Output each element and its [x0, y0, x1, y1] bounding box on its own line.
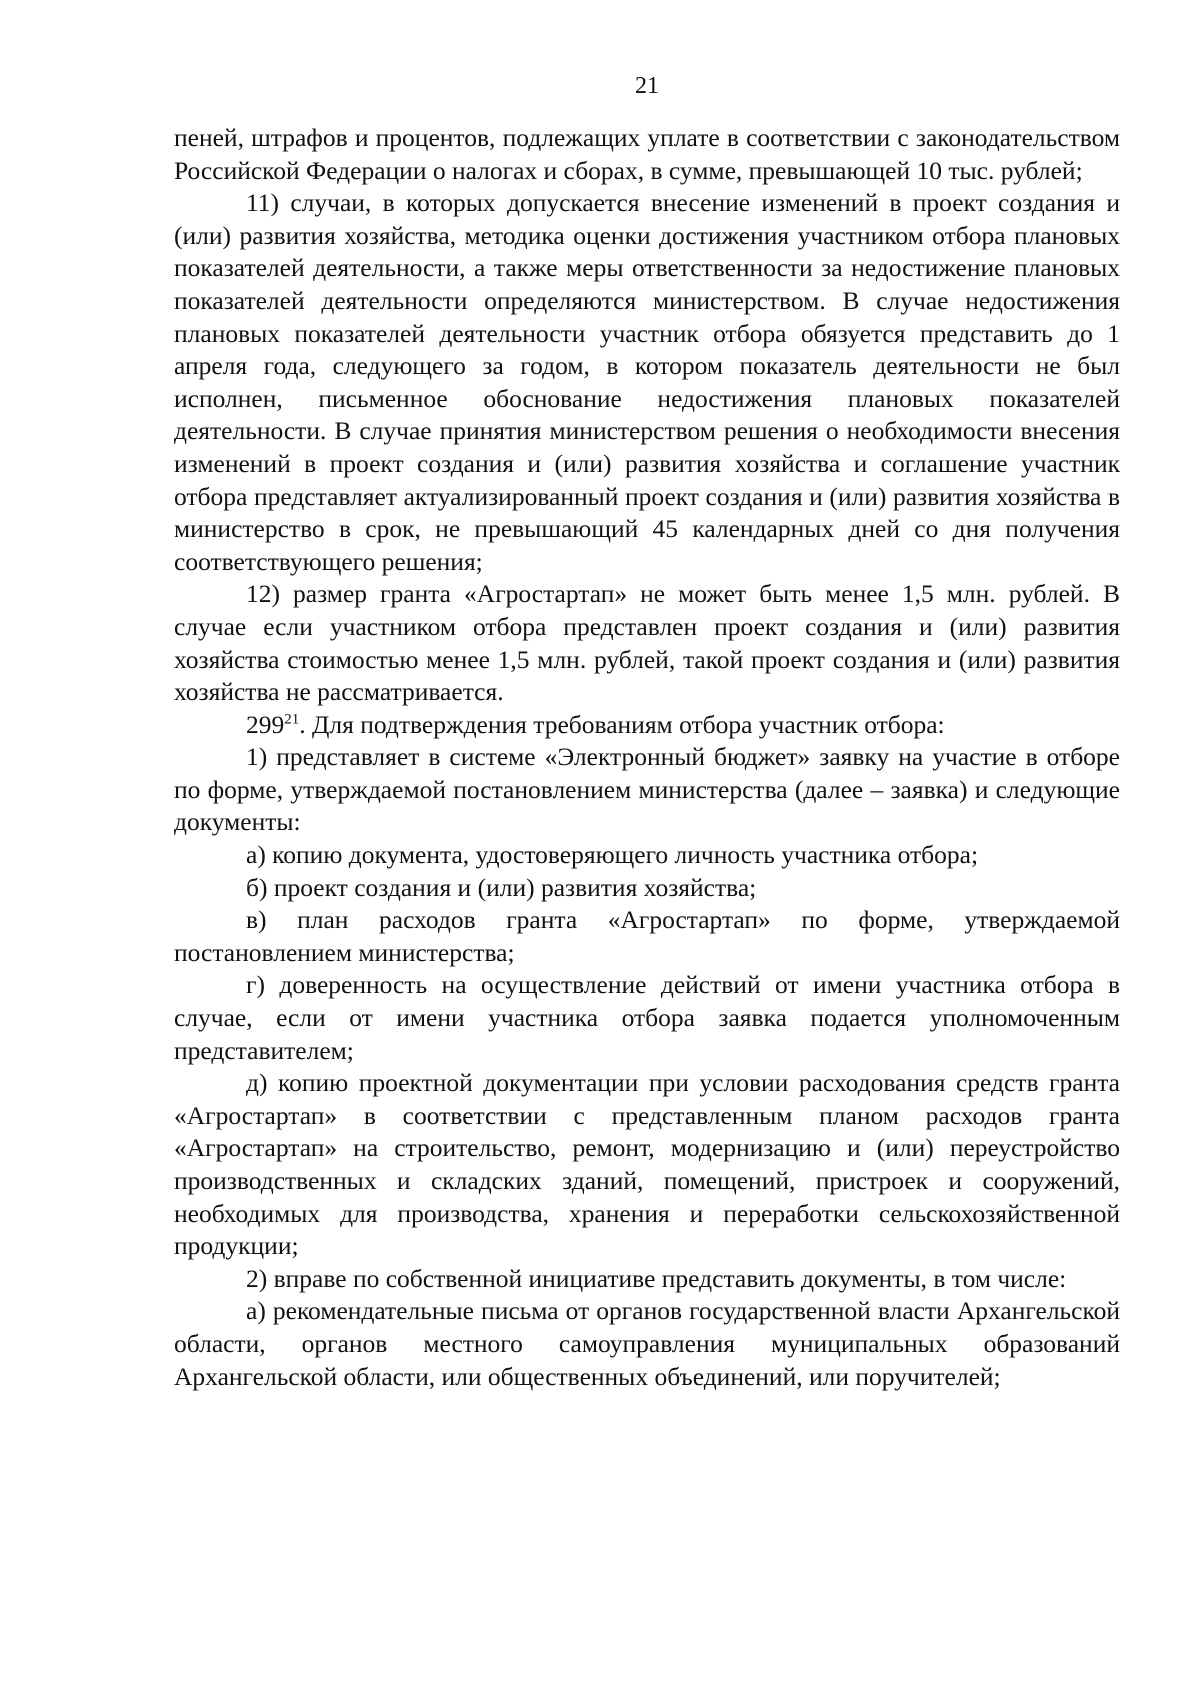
paragraph-subitem-1: 1) представляет в системе «Электронный бюджет» заявку на участие в отборе по форме, утверждаемой постановлением министерства (далее – заявка) и следующие документы: — [174, 742, 1120, 837]
paragraph-item-12: 12) размер гранта «Агростартап» не может быть менее 1,5 млн. рублей. В случае если участником отбора представлен проект создания и (или) развития хозяйства стоимостью менее 1,5 млн. рублей, такой проект создания и (или) развития хозяйства не рассматривается. — [174, 579, 1120, 707]
paragraph-subitem-1-d: д) копию проектной документации при условии расходования средств гранта «Агростартап» в соответствии с представленным планом расходов гранта «Агростартап» на строительство, ремонт, модернизацию и (или) переустройство производственных и складских зданий, помещений, пристроек и сооружений, необходимых для производства, хранения и переработки сельскохозяйственной продукции; — [174, 1068, 1120, 1261]
paragraph-subitem-1-b: б) проект создания и (или) развития хозяйства; — [246, 872, 757, 902]
page-number: 21 — [635, 73, 659, 99]
clause-number: 299 — [246, 709, 285, 739]
paragraph-continuation: пеней, штрафов и процентов, подлежащих уплате в соответствии с законодательством Российской Федерации о налогах и сборах, в сумме, превышающей 10 тыс. рублей; — [174, 123, 1120, 185]
paragraph-clause-299-21 — [174, 709, 1120, 742]
paragraph-subitem-1-v: в) план расходов гранта «Агростартап» по форме, утверждаемой постановлением министерства; — [174, 905, 1120, 967]
document-page — [174, 0, 1120, 1697]
clause-number-superscript: 21 — [284, 711, 300, 728]
document-body — [174, 122, 1120, 1393]
paragraph-subitem-2: 2) вправе по собственной инициативе представить документы, в том числе: — [246, 1263, 1067, 1293]
paragraph-subitem-1-a: а) копию документа, удостоверяющего личность участника отбора; — [246, 840, 979, 870]
paragraph-subitem-2-a: а) рекомендательные письма от органов государственной власти Архангельской области, органов местного самоуправления муниципальных образований Архангельской области, или общественных объединений, или поручителей; — [174, 1296, 1120, 1391]
paragraph-item-11: 11) случаи, в которых допускается внесение изменений в проект создания и (или) развития хозяйства, методика оценки достижения участником отбора плановых показателей деятельности, а также меры ответственности за недостижение плановых показателей деятельности определяются министерством. В случае недостижения плановых показателей деятельности участник отбора обязуется представить до 1 апреля года, следующего за годом, в котором показатель деятельности не был исполнен, письменное обоснование недостижения плановых показателей деятельности. В случае принятия министерством решения о необходимости внесения изменений в проект создания и (или) развития хозяйства и соглашение участник отбора представляет актуализированный проект создания и (или) развития хозяйства в министерство в срок, не превышающий 45 календарных дней со дня получения соответствующего решения; — [174, 188, 1120, 576]
clause-text: . Для подтверждения требованиям отбора участник отбора: — [299, 709, 945, 739]
paragraph-subitem-1-g: г) доверенность на осуществление действий от имени участника отбора в случае, если от имени участника отбора заявка подается уполномоченным представителем; — [174, 970, 1120, 1065]
